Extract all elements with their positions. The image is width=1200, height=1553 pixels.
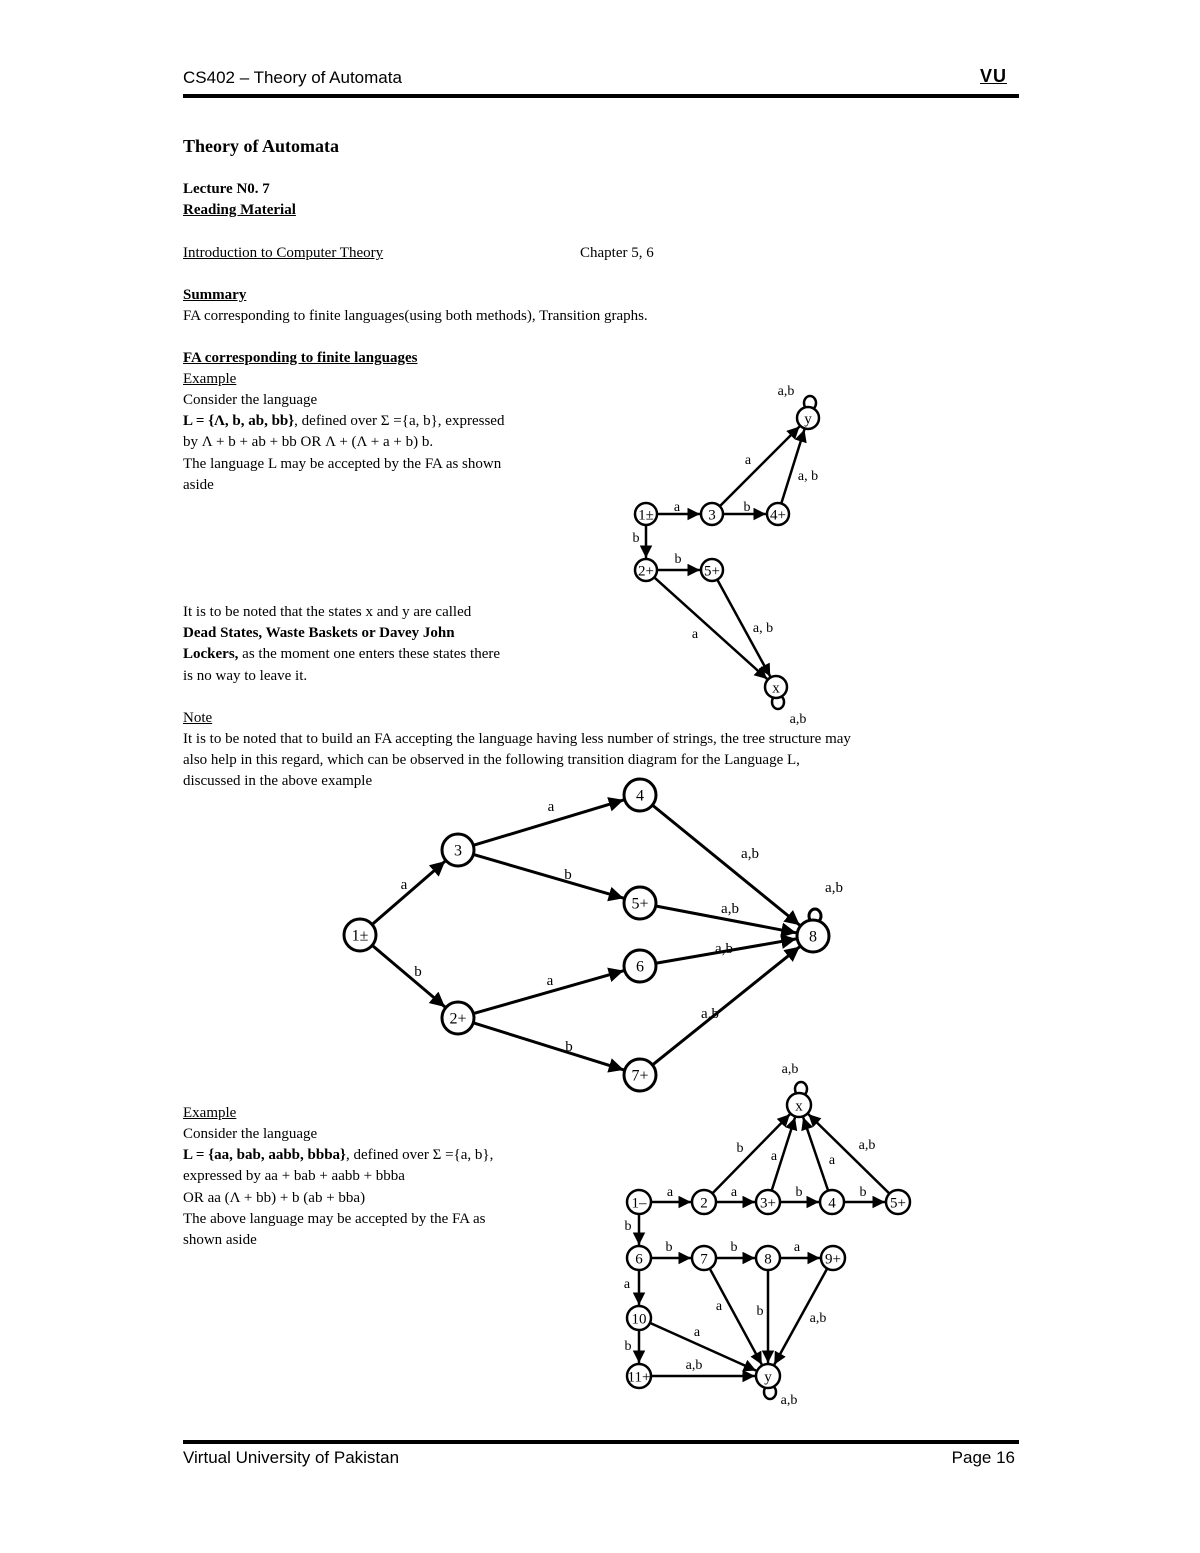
transition-label-s1-s3: a [673, 500, 681, 515]
transition-label-s2-s7: b [565, 1039, 573, 1055]
transition-label-s2-x: a [691, 627, 699, 642]
note-line2: also help in this regard, which can be observed in the following transition diagram for the Language L, [183, 752, 800, 768]
chapter-ref: Chapter 5, 6 [580, 245, 654, 261]
state-label-s5: 5+ [704, 563, 720, 580]
state-label-s2: 2+ [638, 563, 654, 580]
loop-label-y: a,b [777, 384, 795, 399]
state-label-s6: 6 [635, 1251, 643, 1268]
transition-label-s2-x: b [736, 1141, 744, 1156]
diagram-finite-language-1 [633, 384, 820, 727]
example2-label: Example [183, 1105, 237, 1121]
state-label-s6: 6 [636, 958, 644, 976]
transition-label-s4-s5: b [859, 1185, 867, 1200]
university-name: Virtual University of Pakistan [183, 1448, 400, 1467]
state-label-x: x [795, 1098, 803, 1115]
example2-line1: Consider the language [183, 1126, 318, 1142]
note-line3: discussed in the above example [183, 773, 373, 789]
example1-line4: The language L may be accepted by the FA as shown [183, 456, 502, 472]
transition-s5-x [808, 1114, 889, 1194]
transition-label-s3-s4: a [547, 799, 555, 815]
transition-label-s4-y: a, b [797, 469, 819, 484]
state-label-s4: 4+ [770, 507, 786, 524]
transition-label-s2-s6: a [546, 973, 554, 989]
state-label-s11: 11+ [627, 1369, 651, 1386]
state-label-s8: 8 [809, 928, 817, 946]
state-label-s1: 1– [631, 1195, 647, 1212]
vu-logo: VU [979, 66, 1007, 86]
example1-line1: Consider the language [183, 392, 318, 408]
transition-label-s2-s3: a [730, 1185, 738, 1200]
transition-label-s3-s4: b [795, 1185, 803, 1200]
example2-line4: OR aa (Λ + bb) + b (ab + bba) [183, 1190, 366, 1206]
transition-s2-x [654, 577, 767, 679]
dead-states-line1: It is to be noted that the states x and y are called [183, 604, 472, 620]
note-label: Note [183, 710, 213, 726]
loop-label-x: a,b [781, 1062, 799, 1077]
transition-label-s3-s4: b [743, 500, 751, 515]
transition-label-s9-y: a,b [809, 1311, 827, 1326]
transition-label-s2-s5: b [674, 552, 682, 567]
book-title: Introduction to Computer Theory [183, 245, 384, 261]
transition-label-s6-s8: a,b [715, 941, 733, 957]
state-label-s3: 3 [454, 842, 462, 860]
state-label-s1: 1± [351, 927, 369, 945]
example1-line3: by Λ + b + ab + bb OR Λ + (Λ + a + b) b. [183, 434, 434, 450]
dead-states-bold1: Dead States, Waste Baskets or Davey John [183, 625, 455, 641]
transition-s1-s3 [372, 861, 445, 924]
transition-s2-x [712, 1114, 790, 1193]
transition-label-s11-y: a,b [685, 1358, 703, 1373]
state-label-s2: 2 [700, 1195, 708, 1212]
transition-s7-s8 [652, 947, 799, 1065]
example1-line5: aside [183, 477, 214, 493]
state-label-s2: 2+ [449, 1010, 467, 1028]
transition-label-s6-s10: a [623, 1277, 631, 1292]
dead-states-line3: is no way to leave it. [183, 668, 308, 684]
transition-label-s4-s8: a,b [741, 846, 759, 862]
example1-label: Example [183, 371, 237, 387]
state-label-s1: 1± [638, 507, 654, 524]
example2-line6: shown aside [183, 1232, 257, 1248]
transition-s3-y [720, 426, 800, 506]
state-label-s8: 8 [764, 1251, 772, 1268]
state-label-s3: 3+ [760, 1195, 776, 1212]
transition-label-s6-s7: b [665, 1240, 673, 1255]
transition-label-s3-x: a [770, 1149, 778, 1164]
transition-label-s3-y: a [744, 453, 752, 468]
transition-label-s8-s9: a [793, 1240, 801, 1255]
state-label-s3: 3 [708, 507, 716, 524]
state-label-s5: 5+ [631, 895, 649, 913]
example1-language-bold: L = {Λ, b, ab, bb} [183, 413, 295, 429]
transition-label-s5-x: a, b [752, 621, 774, 636]
state-label-s7: 7 [700, 1251, 708, 1268]
transition-s3-s5 [473, 854, 623, 898]
state-label-s4: 4 [828, 1195, 836, 1212]
transition-label-s7-s8: a,b [701, 1006, 719, 1022]
dead-states-bold2: Lockers, [183, 646, 239, 662]
transition-label-s1-s2: b [414, 964, 422, 980]
transition-label-s1-s3: a [400, 877, 408, 893]
state-label-s10: 10 [631, 1311, 647, 1328]
diagram-finite-language-2 [624, 1062, 910, 1408]
transition-s10-y [650, 1323, 756, 1371]
transition-s2-s7 [473, 1023, 624, 1070]
example2-line3: expressed by aa + bab + aabb + bbba [183, 1168, 405, 1184]
state-label-x: x [772, 680, 780, 697]
example2-line5: The above language may be accepted by the FA as [183, 1211, 486, 1227]
document-title: Theory of Automata [183, 136, 339, 156]
example2-language-rest: , defined over Σ ={a, b}, [345, 1147, 494, 1163]
course-title: CS402 – Theory of Automata [183, 68, 402, 87]
transition-label-s4-x: a [828, 1153, 836, 1168]
transition-s1-s2 [372, 945, 445, 1007]
page-footer [183, 1440, 1019, 1467]
transition-label-s1-s2: a [666, 1185, 674, 1200]
summary-text: FA corresponding to finite languages(using both methods), Transition graphs. [183, 308, 648, 324]
state-label-s4: 4 [636, 787, 644, 805]
note-line1: It is to be noted that to build an FA accepting the language having less number of strings, the tree structure may [183, 731, 851, 747]
transition-label-s10-s11: b [624, 1339, 632, 1354]
example1-language-rest: , defined over Σ ={a, b}, expressed [294, 413, 505, 429]
state-label-s7: 7+ [631, 1067, 649, 1085]
state-label-y: y [804, 411, 812, 428]
transition-label-s1-s2: b [632, 531, 640, 546]
transition-label-s3-s5: b [564, 867, 572, 883]
loop-label-s8: a,b [825, 880, 843, 896]
transition-label-s10-y: a [693, 1325, 701, 1340]
loop-label-x: a,b [789, 712, 807, 727]
transition-label-s5-x: a,b [858, 1138, 876, 1153]
section-heading: FA corresponding to finite languages [183, 350, 418, 366]
state-label-y: y [764, 1369, 772, 1386]
page-number: Page 16 [951, 1448, 1015, 1467]
dead-states-rest2: as the moment one enters these states there [238, 646, 500, 662]
transition-label-s1-s6: b [624, 1219, 632, 1234]
state-label-s5: 5+ [890, 1195, 906, 1212]
state-label-s9: 9+ [825, 1251, 841, 1268]
lecture-number: Lecture N0. 7 [183, 181, 270, 197]
loop-label-y: a,b [780, 1393, 798, 1408]
example2-language-bold: L = {aa, bab, aabb, bbba} [183, 1147, 346, 1163]
summary-heading: Summary [183, 287, 247, 303]
diagram-tree-structure [344, 779, 843, 1091]
transition-label-s7-s8: b [730, 1240, 738, 1255]
transition-label-s7-y: a [715, 1299, 723, 1314]
transition-s7-y [710, 1269, 762, 1365]
transition-label-s5-s8: a,b [721, 901, 739, 917]
reading-heading: Reading Material [183, 202, 296, 218]
transition-label-s8-y: b [756, 1304, 764, 1319]
